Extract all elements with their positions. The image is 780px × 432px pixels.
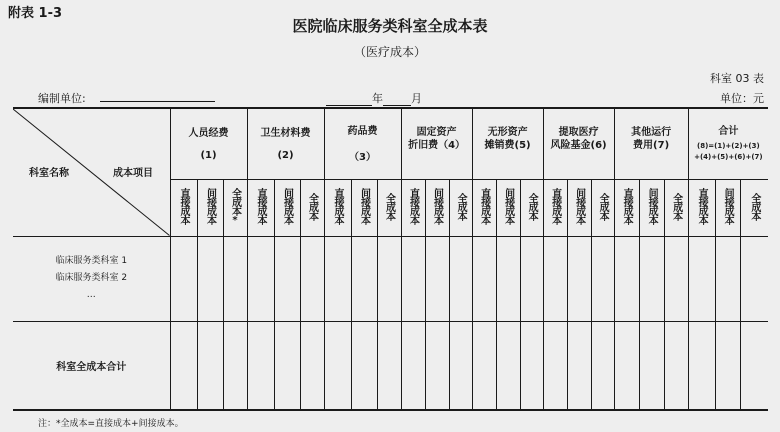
data-cell-4-1[interactable]	[401, 236, 425, 321]
data-cell-2-1[interactable]	[247, 236, 274, 321]
group-num-8: (8)=(1)+(2)+(3) +(4)+(5)+(6)+(7)	[694, 141, 763, 161]
data-cell-4-3[interactable]	[449, 236, 472, 321]
total-cell-8-3[interactable]	[740, 321, 768, 410]
total-cell-3-3[interactable]	[377, 321, 401, 410]
cost-table	[13, 107, 768, 411]
group-num-2: (2)	[277, 149, 294, 161]
group-header-5	[472, 108, 543, 179]
group-header-2	[247, 108, 324, 179]
group-header-6	[543, 108, 614, 179]
sub-header-1-3	[223, 179, 247, 236]
total-cell-7-3[interactable]	[664, 321, 688, 410]
group-header-row	[13, 108, 768, 179]
sub-header-3-1	[324, 179, 351, 236]
group-name-5: 无形资产 摊销费(5)	[484, 126, 531, 151]
group-header-1	[170, 108, 247, 179]
sub-header-text: 直接成本	[478, 188, 490, 224]
month-field[interactable]	[383, 94, 411, 106]
currency-unit: 单位：元	[720, 92, 764, 105]
data-cell-3-1[interactable]	[324, 236, 351, 321]
sub-header-6-3	[591, 179, 614, 236]
total-cell-1-1[interactable]	[170, 321, 197, 410]
total-cell-4-3[interactable]	[449, 321, 472, 410]
sub-header-text: 间接成本	[204, 188, 216, 224]
prepare-unit-label: 编制单位:	[38, 92, 86, 105]
group-name-6: 提取医疗 风险基金(6)	[550, 126, 607, 151]
sub-header-text: 直接成本	[549, 188, 561, 224]
table-title: 医院临床服务类科室全成本表	[292, 17, 488, 35]
appendix-label: 附表 1-3	[8, 6, 63, 21]
group-name-4: 固定资产 折旧费（4）	[408, 126, 466, 151]
sub-header-text: 全成本	[597, 192, 609, 220]
data-cell-2-3[interactable]	[300, 236, 324, 321]
sub-header-text: 全成本	[670, 192, 682, 220]
data-cell-7-1[interactable]	[614, 236, 639, 321]
sub-header-8-3	[740, 179, 768, 236]
data-cell-8-3[interactable]	[740, 236, 768, 321]
sub-header-7-3	[664, 179, 688, 236]
sub-header-text: 直接成本	[178, 188, 189, 224]
data-cell-8-1[interactable]	[688, 236, 715, 321]
group-name-1: 人员经费	[188, 127, 229, 139]
group-header-3	[324, 108, 401, 179]
sub-header-6-1	[543, 179, 567, 236]
group-name-3: 药品费	[347, 125, 378, 137]
group-name-2: 卫生材料费	[260, 127, 311, 139]
group-header-7	[614, 108, 688, 179]
prepare-unit-field[interactable]	[100, 101, 215, 102]
row-name-2: 临床服务类科室 2	[55, 273, 128, 283]
sub-header-2-3	[300, 179, 324, 236]
data-cell-7-2[interactable]	[639, 236, 664, 321]
sub-header-2-2	[274, 179, 300, 236]
total-cell-5-3[interactable]	[520, 321, 543, 410]
year-field[interactable]	[326, 94, 372, 106]
sub-header-text: 直接成本	[407, 188, 419, 224]
data-cell-7-3[interactable]	[664, 236, 688, 321]
data-cell-1-2[interactable]	[197, 236, 223, 321]
row-name-1: 临床服务类科室 1	[55, 256, 128, 266]
data-cell-8-2[interactable]	[715, 236, 740, 321]
group-name-7: 其他运行 费用(7)	[631, 126, 672, 151]
group-num-3: （3）	[349, 151, 377, 163]
month-label: 月	[411, 92, 422, 105]
sub-header-7-2	[639, 179, 664, 236]
table-row	[13, 236, 768, 321]
sub-header-text: 间接成本	[573, 188, 585, 224]
total-cell-4-2[interactable]	[425, 321, 449, 410]
sub-header-2-1	[247, 179, 274, 236]
data-cell-5-1[interactable]	[472, 236, 496, 321]
total-cell-1-2[interactable]	[197, 321, 223, 410]
data-cell-6-1[interactable]	[543, 236, 567, 321]
sub-header-6-2	[567, 179, 591, 236]
sub-header-text: 全成本	[455, 192, 467, 220]
sub-header-text: 直接成本	[255, 188, 267, 224]
group-header-4	[401, 108, 472, 179]
sub-header-text: 间接成本	[358, 188, 370, 224]
sub-header-text: 直接成本	[621, 188, 633, 224]
total-cell-3-1[interactable]	[324, 321, 351, 410]
total-cell-2-2[interactable]	[274, 321, 300, 410]
total-cell-6-2[interactable]	[567, 321, 591, 410]
sub-header-4-1	[401, 179, 425, 236]
sub-header-text: 间接成本	[431, 188, 443, 224]
sub-header-text: 全成本	[526, 192, 538, 220]
data-cell-4-2[interactable]	[425, 236, 449, 321]
sub-header-text: 全成本	[383, 192, 395, 220]
total-row-label: 科室全成本合计	[13, 321, 170, 410]
sub-header-8-2	[715, 179, 740, 236]
data-cell-2-2[interactable]	[274, 236, 300, 321]
total-cell-1-3[interactable]	[223, 321, 247, 410]
total-cell-2-1[interactable]	[247, 321, 274, 410]
total-cell-7-1[interactable]	[614, 321, 639, 410]
data-cell-6-2[interactable]	[567, 236, 591, 321]
footnote: 注：*全成本=直接成本+间接成本。	[38, 419, 184, 429]
total-cell-8-2[interactable]	[715, 321, 740, 410]
data-cell-1-3[interactable]	[223, 236, 247, 321]
data-cell-1-1[interactable]	[170, 236, 197, 321]
corner-col-label: 成本项目	[113, 168, 153, 179]
group-name-8: 合计	[718, 125, 739, 137]
total-cell-6-3[interactable]	[591, 321, 614, 410]
data-cell-3-3[interactable]	[377, 236, 401, 321]
sub-header-1-1	[170, 179, 197, 236]
data-cell-5-3[interactable]	[520, 236, 543, 321]
total-cell-2-3[interactable]	[300, 321, 324, 410]
sub-header-5-3	[520, 179, 543, 236]
sub-header-3-2	[351, 179, 377, 236]
sub-header-text: 直接成本	[332, 188, 344, 224]
total-cell-4-1[interactable]	[401, 321, 425, 410]
form-number: 科室 03 表	[710, 72, 764, 85]
sub-header-3-3	[377, 179, 401, 236]
corner-row-label: 科室名称	[29, 168, 69, 179]
sub-header-7-1	[614, 179, 639, 236]
corner-cell	[13, 108, 170, 236]
sub-header-text: 直接成本	[696, 188, 708, 224]
total-cell-6-1[interactable]	[543, 321, 567, 410]
group-num-1: (1)	[200, 149, 217, 161]
total-cell-8-1[interactable]	[688, 321, 715, 410]
data-cell-3-2[interactable]	[351, 236, 377, 321]
sub-header-text: 间接成本	[502, 188, 514, 224]
sub-header-text: 间接成本	[646, 188, 658, 224]
sub-header-5-1	[472, 179, 496, 236]
sub-header-1-2	[197, 179, 223, 236]
sub-header-text: 全成本	[306, 192, 318, 220]
row-names-cell	[13, 236, 170, 321]
total-cell-3-2[interactable]	[351, 321, 377, 410]
table-subtitle: （医疗成本）	[353, 45, 426, 59]
sub-header-8-1	[688, 179, 715, 236]
data-cell-5-2[interactable]	[496, 236, 520, 321]
sub-header-text: 全成本	[748, 192, 760, 220]
sub-header-text: 间接成本	[281, 188, 293, 224]
total-cell-5-2[interactable]	[496, 321, 520, 410]
sub-header-text: 全成本*	[229, 187, 241, 225]
row-name-3: …	[86, 290, 96, 300]
year-label: 年	[372, 92, 383, 105]
total-row	[13, 321, 768, 410]
sub-header-4-2	[425, 179, 449, 236]
sub-header-5-2	[496, 179, 520, 236]
date-fields	[326, 90, 422, 106]
sub-header-text: 间接成本	[722, 188, 734, 224]
total-cell-5-1[interactable]	[472, 321, 496, 410]
data-cell-6-3[interactable]	[591, 236, 614, 321]
group-header-8	[688, 108, 768, 179]
sub-header-4-3	[449, 179, 472, 236]
total-cell-7-2[interactable]	[639, 321, 664, 410]
